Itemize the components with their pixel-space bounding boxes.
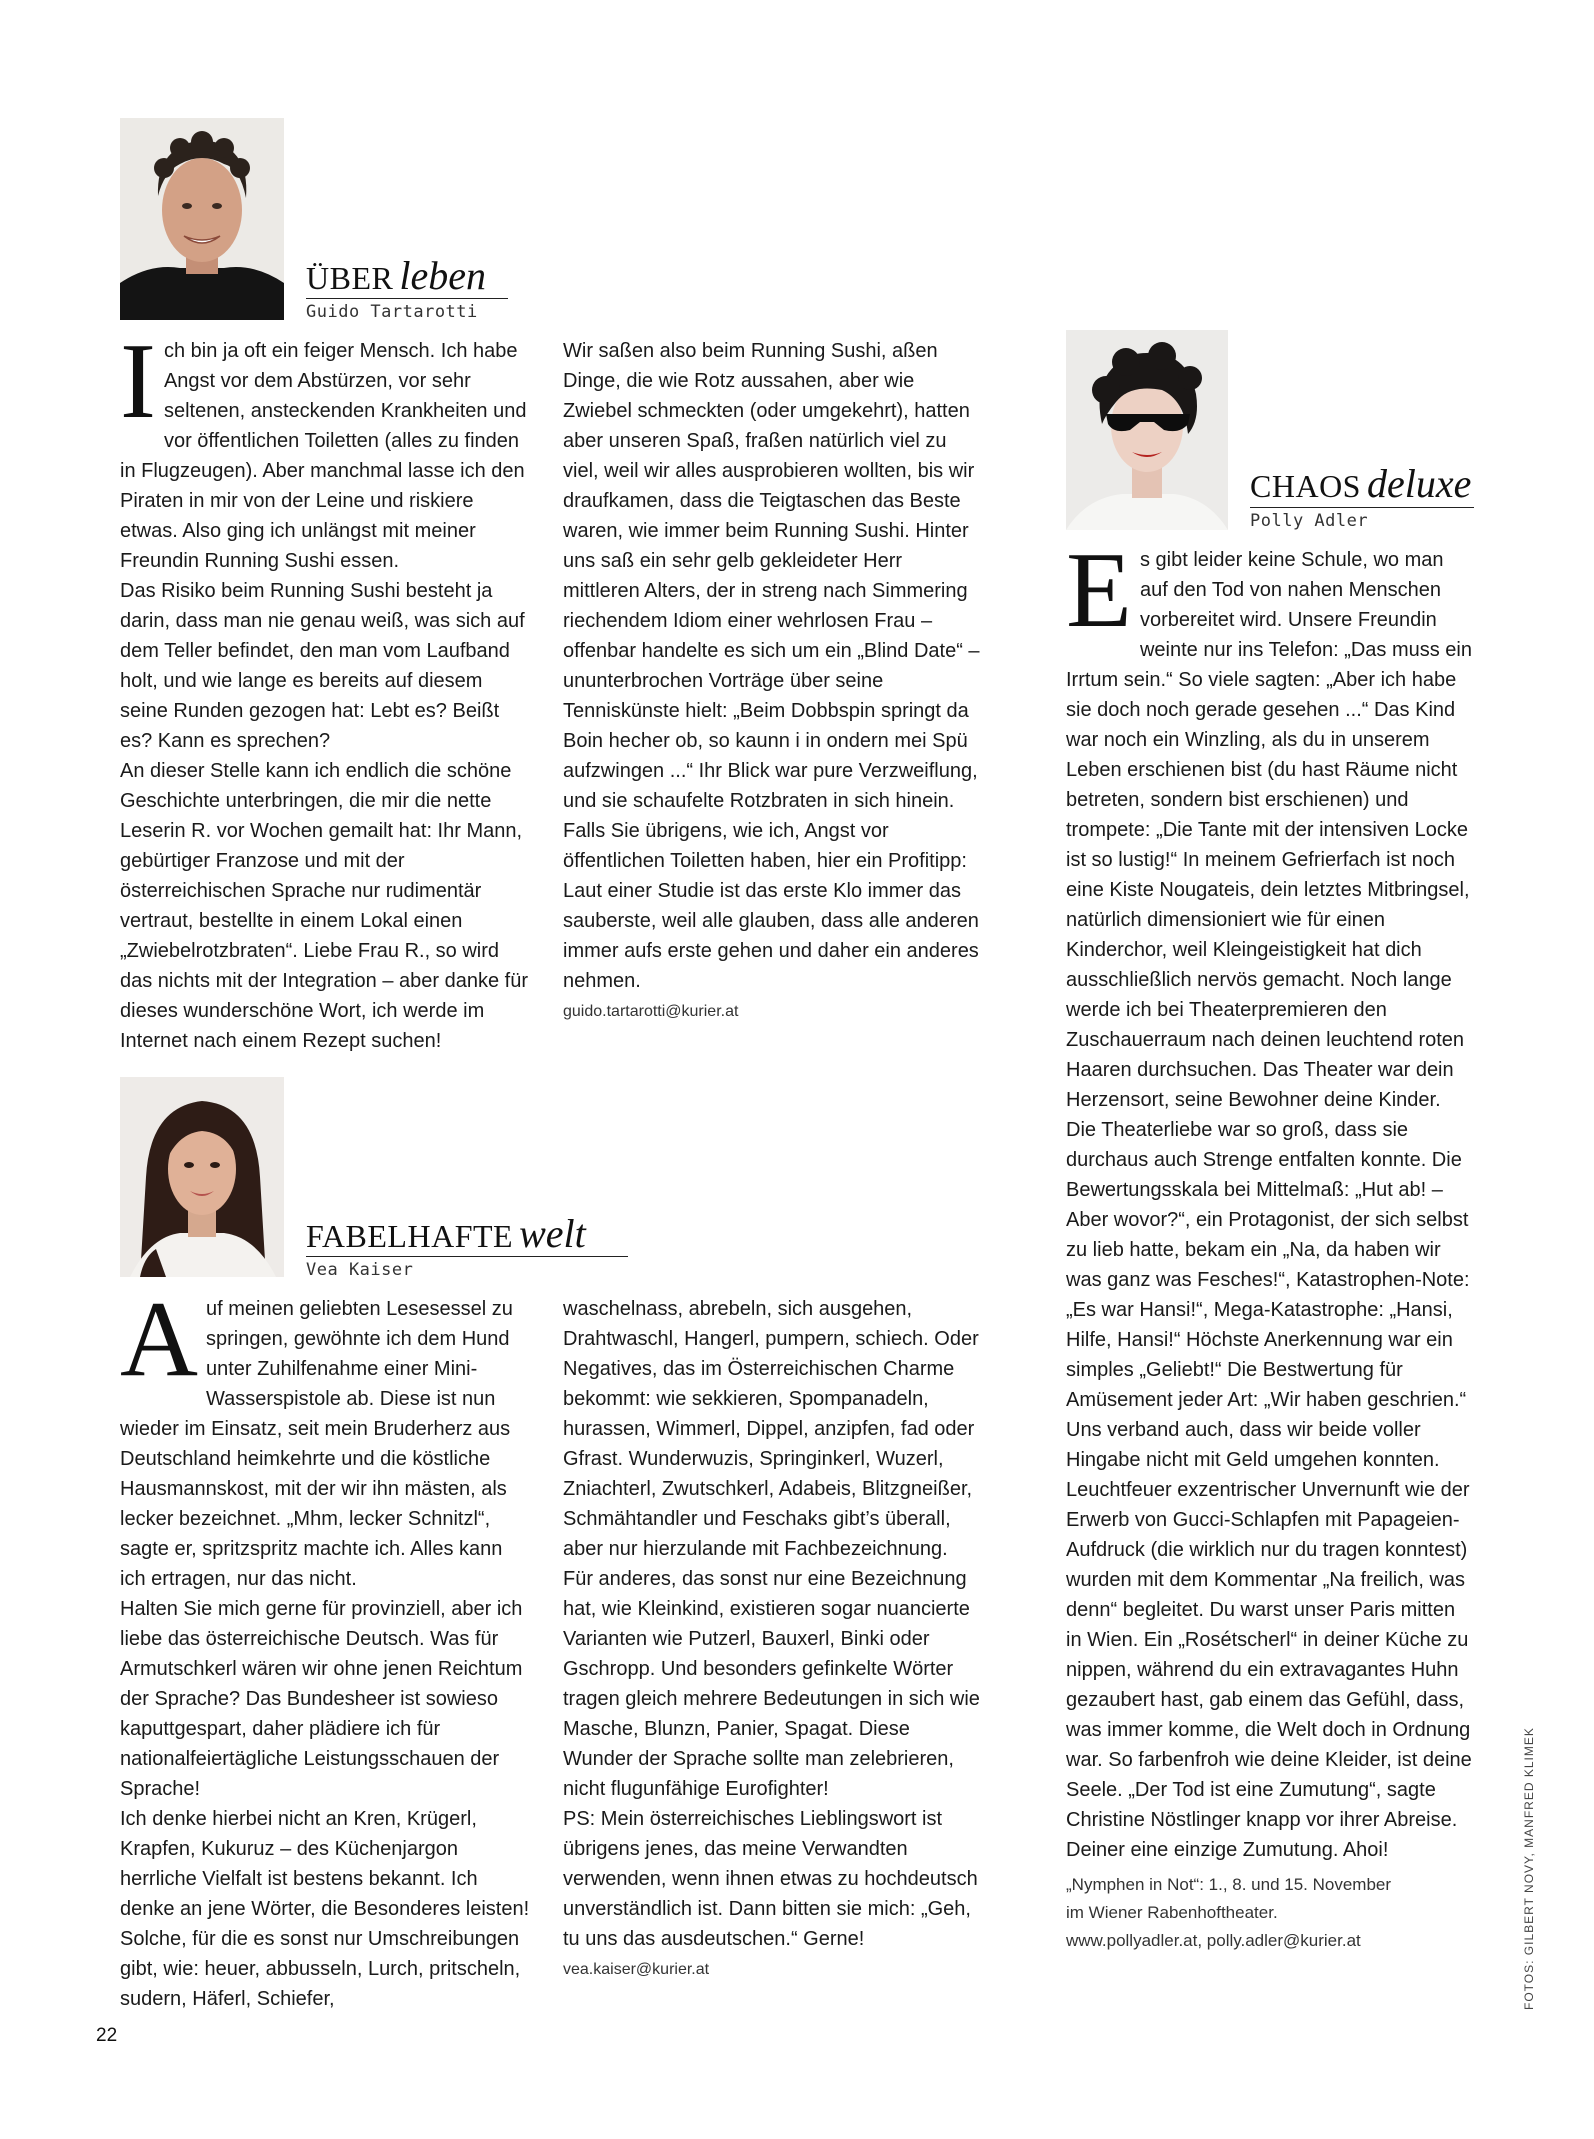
fabelhafte-welt-column-2 [563, 1294, 983, 1982]
heading-caps: CHAOS [1250, 468, 1361, 504]
heading-ueber-leben [306, 252, 486, 299]
author-email: vea.kaiser@kurier.at [563, 1961, 710, 1978]
heading-italic: leben [399, 253, 486, 298]
page-number: 22 [96, 2025, 118, 2046]
paragraph: Das Risiko beim Running Sushi besteht ja darin, dass man nie genau weiß, was sich auf dem Teller befindet, den man vom Laufband holt, und wie lange es bereits auf diesem seine Runden gezogen hat: Lebt es? Beißt es? Kann es sprechen? [120, 580, 525, 752]
heading-fabelhafte-welt [306, 1210, 586, 1257]
event-note: „Nymphen in Not“: 1., 8. und 15. November [1066, 1875, 1392, 1894]
fabelhafte-welt-column-1 [120, 1280, 530, 2014]
author-polly-adler: Polly Adler [1250, 511, 1369, 531]
heading-rule [1250, 507, 1474, 508]
portrait-guido-tartarotti [120, 118, 284, 320]
heading-caps: FABELHAFTE [306, 1218, 514, 1254]
paragraph: PS: Mein österreichisches Lieblingswort ist übrigens jenes, das meine Verwandten verwenden, wenn ihnen etwas zu hochdeutsch unverständlich ist. Dann bitten sie mich: „Geh, tu uns das ausdeutschen.“ Gerne! [563, 1808, 978, 1950]
paragraph: Ich denke hierbei nicht an Kren, Krügerl, Krapfen, Kukuruz – des Küchenjargon herrliche Vielfalt ist bestens bekannt. Ich denke an jene Wörter, die Besonderes leisten! Solche, für die es sonst nur Umschreibungen gibt, wie: heuer, abbusseln, Lurch, pritscheln, sudern, Häferl, Schiefer, [120, 1808, 530, 2010]
ueber-leben-column-1 [120, 322, 530, 1056]
chaos-deluxe-column [1066, 531, 1476, 1955]
event-note: im Wiener Rabenhoftheater. [1066, 1903, 1278, 1922]
author-email: guido.tartarotti@kurier.at [563, 1003, 739, 1020]
photo-credit: FOTOS: GILBERT NOVY, MANFRED KLIMEK [1522, 1727, 1536, 2010]
heading-italic: welt [519, 1211, 586, 1256]
paragraph: ch bin ja oft ein feiger Mensch. Ich habe Angst vor dem Abstürzen, vor sehr seltenen, ansteckenden Krankheiten und vor öffentlichen Toiletten (alles zu finden in Flugzeugen). Aber manchmal lasse ich den Piraten in mir von der Leine und riskiere etwas. Also ging ich unlängst mit meiner Freundin Running Sushi essen. [120, 340, 527, 572]
heading-rule [306, 1256, 628, 1257]
drop-cap: E [1066, 531, 1132, 650]
author-vea-kaiser: Vea Kaiser [306, 1260, 414, 1280]
heading-caps: ÜBER [306, 260, 394, 296]
ueber-leben-column-2 [563, 336, 983, 1024]
drop-cap: I [120, 322, 156, 441]
paragraph: Halten Sie mich gerne für provinziell, aber ich liebe das österreichische Deutsch. Was für Armutschkerl wären wir ohne jenen Reichtum der Sprache? Das Bundesheer ist sowieso kaputtgespart, daher plädiere ich für nationalfeiertägliche Leistungsschauen der Sprache! [120, 1598, 523, 1800]
drop-cap: A [120, 1280, 198, 1399]
paragraph: Für anderes, das sonst nur eine Bezeichnung hat, wie Kleinkind, existieren sogar nuancierte Varianten wie Putzerl, Bauxerl, Binki oder Gschropp. Und besonders gefinkelte Wörter tragen gleich mehrere Bedeutungen in sich wie Masche, Blunzn, Panier, Spagat. Diese Wunder der Sprache sollte man zelebrieren, nicht flugunfähige Eurofighter! [563, 1568, 980, 1800]
portrait-vea-kaiser [120, 1077, 284, 1277]
paragraph: waschelnass, abrebeln, sich ausgehen, Drahtwaschl, Hangerl, pumpern, schiech. Oder Negatives, das im Österreichischen Charme bekommt: wie sekkieren, Spompanadeln, hurassen, Wimmerl, Dippel, anzipfen, fad oder Gfrast. Wunderwuzis, Springinkerl, Wuzerl, Zniachterl, Zwutschkerl, Adabeis, Blitzgneißer, Schmähtandler und Feschaks gibt’s überall, aber nur hierzulande mit Fachbezeichnung. [563, 1298, 979, 1560]
paragraph: Falls Sie übrigens, wie ich, Angst vor öffentlichen Toiletten haben, hier ein Profitipp: Laut einer Studie ist das erste Klo immer das sauberste, weil alle glauben, dass alle anderen immer aufs erste gehen und daher ein anderes nehmen. [563, 820, 979, 992]
author-guido-tartarotti: Guido Tartarotti [306, 302, 478, 322]
heading-rule [306, 298, 508, 299]
contact-links: www.pollyadler.at, polly.adler@kurier.at [1066, 1931, 1361, 1950]
heading-italic: deluxe [1366, 461, 1472, 506]
heading-chaos-deluxe [1250, 460, 1471, 507]
paragraph: s gibt leider keine Schule, wo man auf den Tod von nahen Menschen vorbereitet wird. Unsere Freundin weinte nur ins Telefon: „Das muss ein Irrtum sein.“ So viele sagten: „Aber ich habe sie doch noch gerade gesehen ...“ Das Kind war noch ein Winzling, als du in unserem Leben erschienen bist (du hast Räume nicht betreten, sondern bist erschienen) und trompete: „Die Tante mit der intensiven Locke ist so lustig!“ In meinem Gefrierfach ist noch eine Kiste Nougateis, dein letztes Mitbringsel, natürlich dimensioniert wie für einen Kinderchor, weil Kleingeistigkeit hat dich ausschließlich nervös gemacht. Noch lange werde ich bei Theaterpremieren den Zuschauerraum nach deinen leuchtend roten Haaren durchsuchen. Das Theater war dein Herzensort, seine Bewohner deine Kinder. Die Theaterliebe war so groß, dass sie durchaus auch Strenge entfalten konnte. Die Bewertungsskala bei Mittelmaß: „Hut ab! – Aber wovor?“, ein Protagonist, der sich selbst zu lieb hatte, bekam ein „Na, da haben wir was ganz was Fesches!“, Katastrophen-Note: „Es war Hansi!“, Mega-Katastrophe: „Hansi, Hilfe, Hansi!“ Höchste Anerkennung war ein simples „Geliebt!“ Die Bestwertung für Amüsement jeder Art: „Wir haben geschrien.“ Uns verband auch, dass wir beide voller Hingabe nicht mit Geld umgehen konnten. Leuchtfeuer exzentrischer Unvernunft wie der Erwerb von Gucci-Schlapfen mit Papageien-Aufdruck (die wirklich nur du tragen konntest) wurden mit dem Kommentar „Na freilich, was denn“ begleitet. Du warst unser Paris mitten in Wien. Ein „Rosétscherl“ in deiner Küche zu nippen, während du ein extravagantes Huhn gezaubert hast, gab einem das Gefühl, dass, was immer komme, die Welt doch in Ordnung war. So farbenfroh wie deine Kleider, ist deine Seele. „Der Tod ist eine Zumutung“, sagte Christine Nöstlinger knapp vor ihrer Abreise. Deiner eine einzige Zumutung. Ahoi! [1066, 549, 1472, 1861]
paragraph: An dieser Stelle kann ich endlich die schöne Geschichte unterbringen, die mir die nette Leserin R. vor Wochen gemailt hat: Ihr Mann, gebürtiger Franzose und mit der österreichischen Sprache nur rudimentär vertraut, bestellte in einem Lokal einen „Zwiebelrotzbraten“. Liebe Frau R., so wird das nichts mit der Integration – aber danke für dieses wunderschöne Wort, ich werde im Internet nach einem Rezept suchen! [120, 760, 529, 1052]
paragraph: Wir saßen also beim Running Sushi, aßen Dinge, die wie Rotz aussahen, aber wie Zwiebel schmeckten (oder umgekehrt), hatten aber unseren Spaß, fraßen natürlich viel zu viel, weil wir alles ausprobieren wollten, bis wir draufkamen, dass die Teigtaschen das Beste waren, wie immer beim Running Sushi. Hinter uns saß ein sehr gelb gekleideter Herr mittleren Alters, der in streng nach Simmering riechendem Idiom einer wehrlosen Frau – offenbar handelte es sich um ein „Blind Date“ – ununterbrochen Vorträge über seine Tenniskünste hielt: „Beim Dobbspin springt da Boin hecher ob, so kaunn i in ondern mei Spü aufzwingen ...“ Ihr Blick war pure Verzweiflung, und sie schaufelte Rotzbraten in sich hinein. [563, 340, 980, 812]
paragraph: uf meinen geliebten Lesesessel zu springen, gewöhnte ich dem Hund unter Zuhilfenahme einer Mini-Wasserspistole ab. Diese ist nun wieder im Einsatz, seit mein Bruderherz aus Deutschland heimkehrte und die köstliche Hausmannskost, mit der wir ihn mästen, als lecker bezeichnet. „Mhm, lecker Schnitzl“, sagte er, spritzspritz machte ich. Alles kann ich ertragen, nur das nicht. [120, 1298, 513, 1590]
portrait-polly-adler [1066, 330, 1228, 530]
